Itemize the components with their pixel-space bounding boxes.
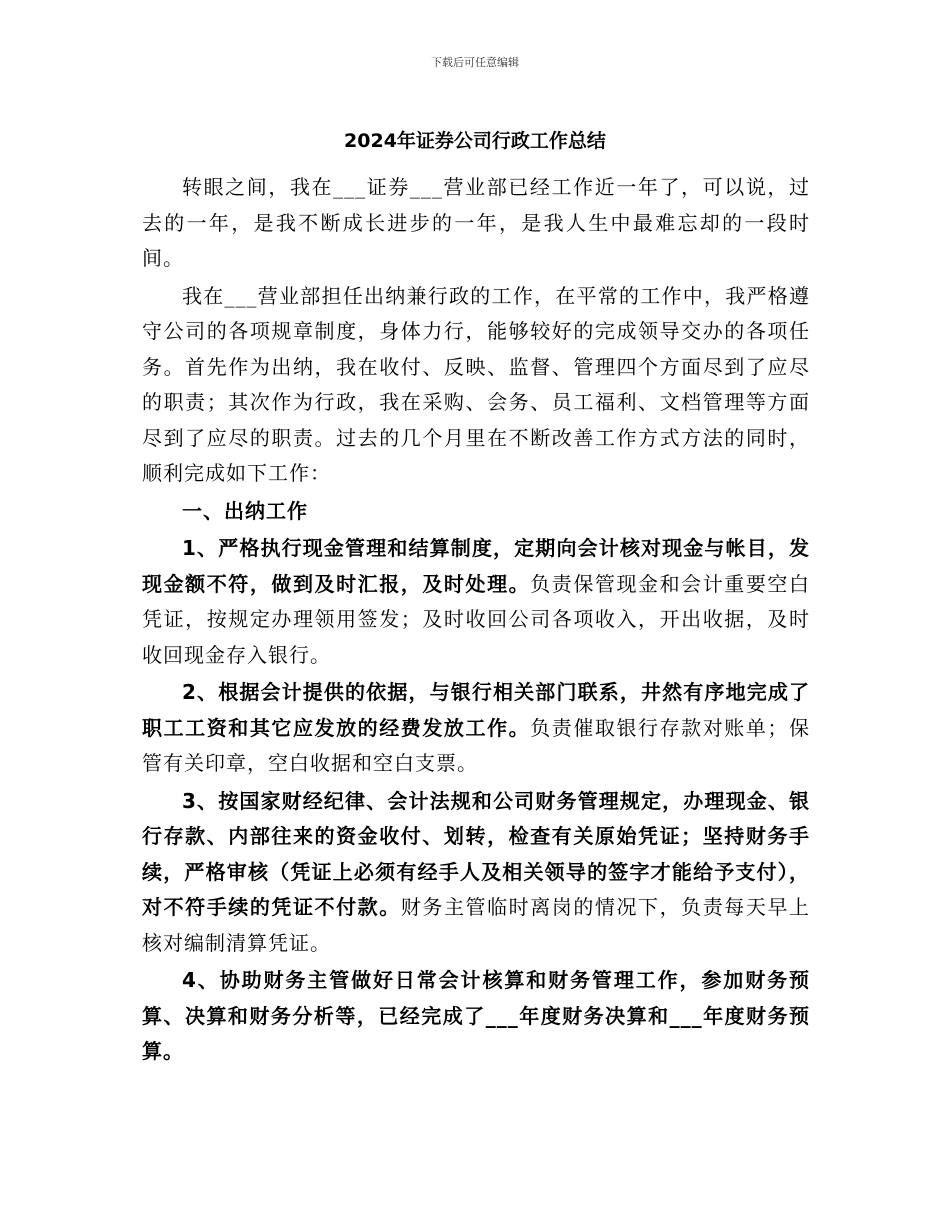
header-note: 下载后可任意编辑 [431,56,519,69]
item-bold-text: 3、按国家财经纪律、会计法规和公司财务管理规定，办理现金、银行存款、内部往来的资金收付、划转，检查有关原始凭证；坚持财务手续，严格审核（凭证上必须有经手人及相关领导的签字才能给予支付），对不符手续的凭证不付款。 [142,788,810,919]
section-heading: 一、出纳工作 [182,498,308,523]
document-body [142,170,810,1072]
list-item [142,784,810,962]
item-text: 财务主管临时离岗的情况下，负责每天早上核对编制清算凭证。 [142,895,811,955]
list-item [142,531,810,673]
item-bold-text: 2、根据会计提供的依据，与银行相关部门联系，井然有序地完成了职工工资和其它应发放的经费发放工作。 [142,680,810,740]
paragraph-intro: 转眼之间，我在___证券___营业部已经工作近一年了，可以说，过去的一年，是我不断成长进步的一年，是我人生中最难忘却的一段时间。 [142,175,810,270]
list-item [142,675,810,782]
item-text: 负责保管现金和会计重要空白凭证，按规定办理领用签发；及时收回公司各项收入，开出收据，及时收回现金存入银行。 [142,571,811,667]
document-title: 2024年证券公司行政工作总结 [344,130,606,152]
item-text: 负责催取银行存款对账单；保管有关印章，空白收据和空白支票。 [142,715,811,775]
item-bold-text: 1、严格执行现金管理和结算制度，定期向会计核对现金与帐目，发现金额不符，做到及时汇报，及时处理。 [142,536,810,596]
paragraph-duties: 我在___营业部担任出纳兼行政的工作，在平常的工作中，我严格遵守公司的各项规章制度，身体力行，能够较好的完成领导交办的各项任务。首先作为出纳，我在收付、反映、监督、管理四个方面尽到了应尽的职责；其次作为行政，我在采购、会务、员工福利、文档管理等方面尽到了应尽的职责。过去的几个月里在不断改善工作方式方法的同时，顺利完成如下工作： [142,283,810,485]
list-item [142,963,810,1070]
item-bold-text: 4、协助财务主管做好日常会计核算和财务管理工作，参加财务预算、决算和财务分析等，已经完成了___年度财务决算和___年度财务预算。 [142,968,810,1063]
